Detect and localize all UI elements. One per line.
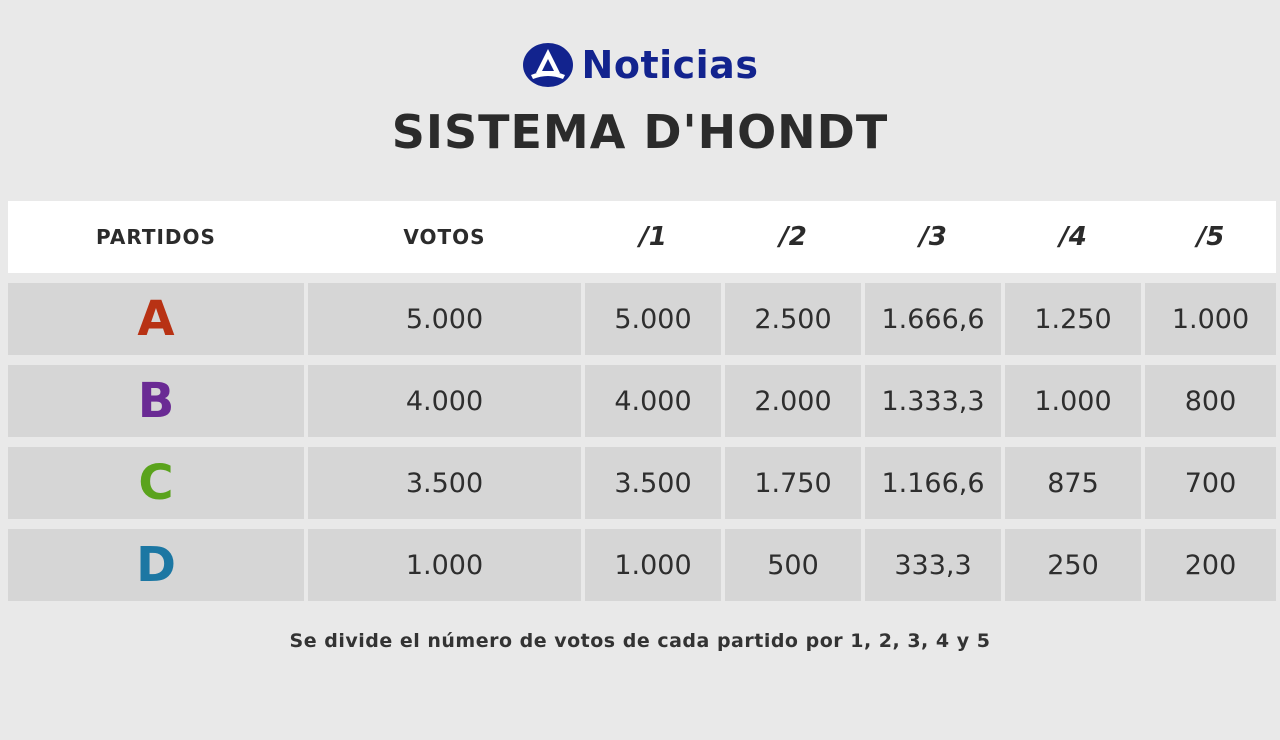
header-partidos: PARTIDOS xyxy=(96,225,216,249)
votes-cell: 4.000 xyxy=(308,365,581,437)
party-letter: A xyxy=(137,291,175,347)
table-row xyxy=(8,447,1276,519)
quotient-cell: 1.333,3 xyxy=(865,365,1001,437)
quotient-cell: 1.000 xyxy=(1005,365,1141,437)
party-cell xyxy=(8,447,304,519)
party-cell xyxy=(8,365,304,437)
votes-cell: 1.000 xyxy=(308,529,581,601)
quotient-cell: 1.750 xyxy=(725,447,861,519)
header-div-4: /4 xyxy=(1059,222,1087,252)
header-div-1: /1 xyxy=(639,222,667,252)
quotient-cell: 250 xyxy=(1005,529,1141,601)
quotient-cell: 2.500 xyxy=(725,283,861,355)
table-row xyxy=(8,529,1276,601)
brand-header xyxy=(0,42,1280,88)
quotient-cell: 800 xyxy=(1145,365,1276,437)
quotient-cell: 1.250 xyxy=(1005,283,1141,355)
party-letter: B xyxy=(137,373,175,429)
quotient-cell: 875 xyxy=(1005,447,1141,519)
page-title: SISTEMA D'HONDT xyxy=(391,105,889,159)
quotient-cell: 1.000 xyxy=(1145,283,1276,355)
quotient-cell: 333,3 xyxy=(865,529,1001,601)
quotient-cell: 1.666,6 xyxy=(865,283,1001,355)
antena3-logo-icon xyxy=(522,42,574,88)
party-letter: C xyxy=(138,455,174,511)
votes-cell: 5.000 xyxy=(308,283,581,355)
table-row xyxy=(8,283,1276,355)
quotient-cell: 5.000 xyxy=(585,283,721,355)
party-letter: D xyxy=(136,537,176,593)
brand-name: Noticias xyxy=(581,43,759,87)
header-div-5: /5 xyxy=(1196,222,1225,252)
quotient-cell: 4.000 xyxy=(585,365,721,437)
quotient-cell: 200 xyxy=(1145,529,1276,601)
table-header-row xyxy=(8,201,1276,273)
party-cell xyxy=(8,529,304,601)
quotient-cell: 2.000 xyxy=(725,365,861,437)
footnote: Se divide el número de votos de cada partido por 1, 2, 3, 4 y 5 xyxy=(289,630,991,652)
quotient-cell: 1.166,6 xyxy=(865,447,1001,519)
quotient-cell: 1.000 xyxy=(585,529,721,601)
dhondt-table xyxy=(8,201,1276,601)
header-div-2: /2 xyxy=(779,222,807,252)
quotient-cell: 700 xyxy=(1145,447,1276,519)
quotient-cell: 500 xyxy=(725,529,861,601)
quotient-cell: 3.500 xyxy=(585,447,721,519)
votes-cell: 3.500 xyxy=(308,447,581,519)
header-votos: VOTOS xyxy=(403,225,486,249)
party-cell xyxy=(8,283,304,355)
table-row xyxy=(8,365,1276,437)
header-div-3: /3 xyxy=(919,222,947,252)
